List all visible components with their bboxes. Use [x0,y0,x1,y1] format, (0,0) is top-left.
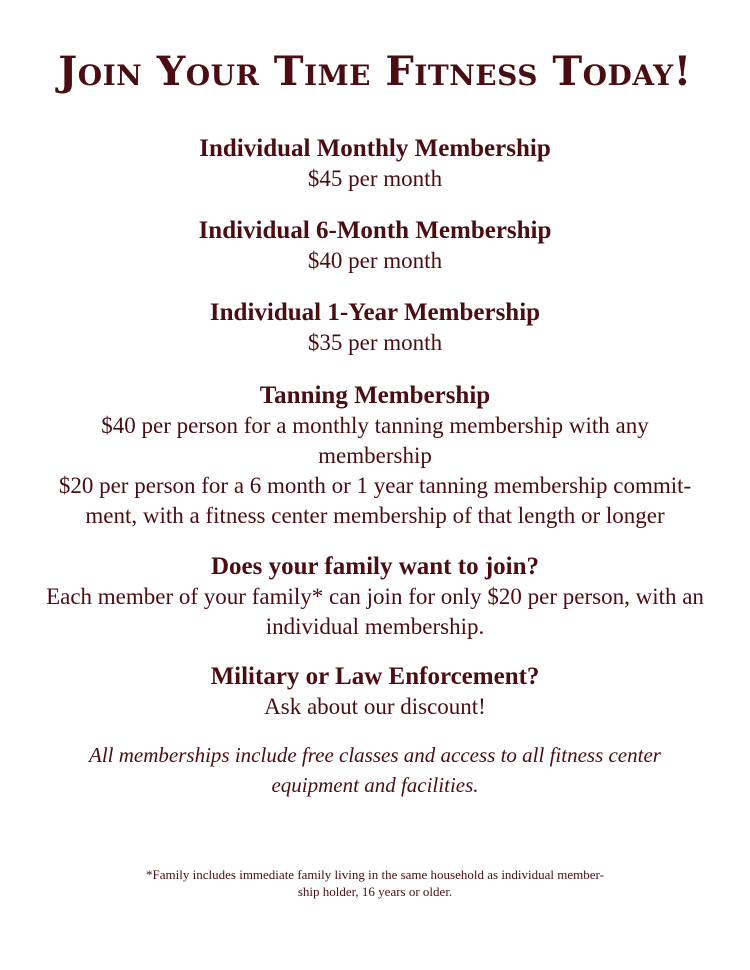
footnote-line: *Family includes immediate family living in the same household as individual member- [146,867,604,882]
footnote-line: ship holder, 16 years or older. [297,884,453,899]
section-family [0,552,750,642]
note-line: All memberships include free classes and access to all fitness center [89,743,661,767]
section-heading: Tanning Membership [259,382,491,409]
section-line: membership [318,443,432,468]
section-tanning [0,381,750,531]
section-military [0,662,750,722]
section-line: individual membership. [265,614,485,639]
memberships-note [0,740,750,800]
section-line: ment, with a fitness center membership of that length or longer [85,503,665,528]
note-line: equipment and facilities. [271,773,479,797]
section-heading: Individual 6-Month Membership [198,217,552,244]
section-line: $35 per month [307,330,443,355]
section-individual-monthly [0,134,750,194]
section-heading: Military or Law Enforcement? [210,663,540,690]
section-line: $40 per person for a monthly tanning membership with any [101,413,649,438]
family-footnote [0,866,750,900]
section-individual-1-year [0,298,750,358]
section-individual-6-month [0,216,750,276]
section-line: Each member of your family* can join for only $20 per person, with an [46,584,704,609]
section-line: $40 per month [307,248,443,273]
section-heading: Individual Monthly Membership [199,135,551,162]
section-line: Ask about our discount! [264,694,486,719]
section-line: $20 per person for a 6 month or 1 year tanning membership commit- [58,473,692,498]
page-title: Join Your Time Fitness Today! [58,48,692,95]
section-heading: Does your family want to join? [210,553,539,580]
section-line: $45 per month [307,166,443,191]
section-heading: Individual 1-Year Membership [209,299,541,326]
